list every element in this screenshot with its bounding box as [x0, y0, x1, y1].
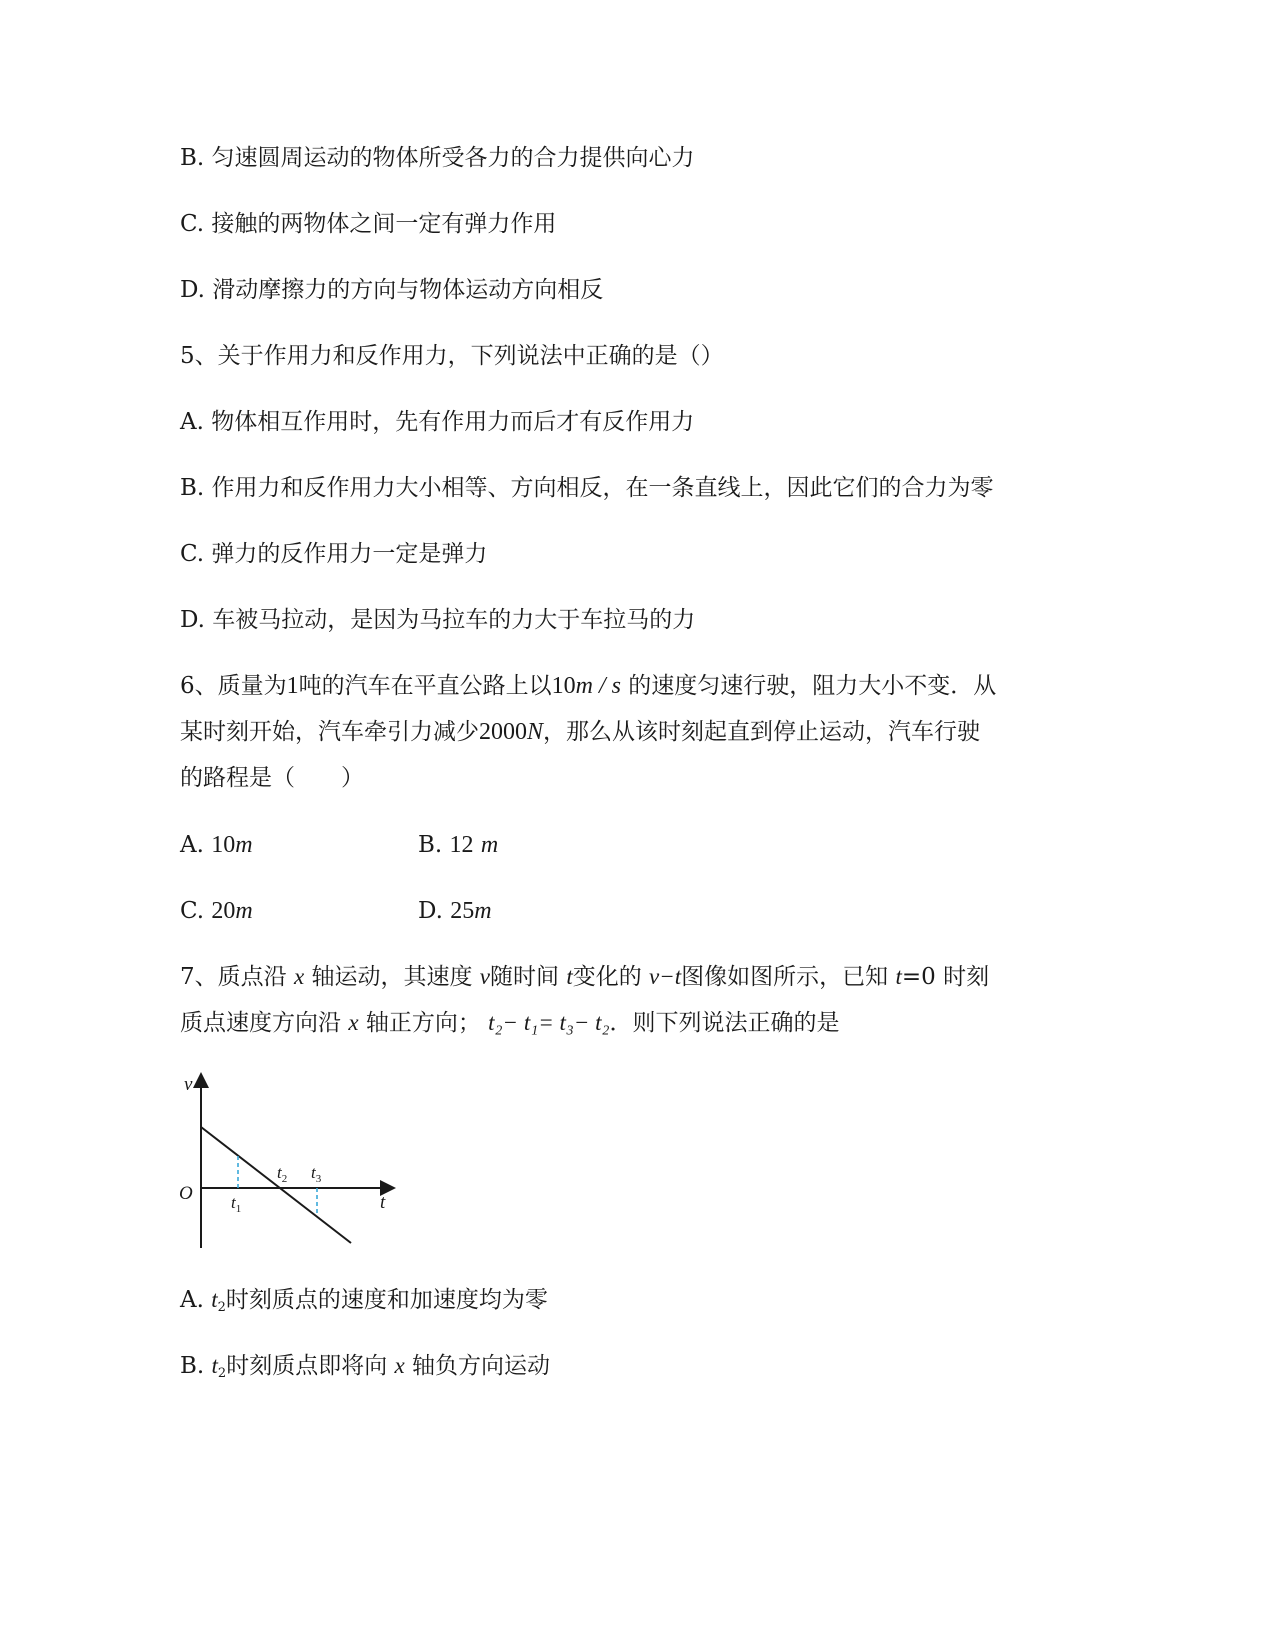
- subscript: 2: [217, 1300, 226, 1315]
- q5-option-a: A. 物体相互作用时，先有作用力而后才有反作用力: [180, 409, 695, 435]
- vt-graph: [170, 1068, 410, 1258]
- t1-label: $t_1$: [231, 1193, 242, 1215]
- option-letter: D.: [418, 898, 443, 924]
- option-unit: m: [474, 898, 492, 924]
- time-relation: t₂− t₁= t₃− t₂: [488, 1010, 610, 1035]
- q7-option-a: [180, 1285, 548, 1323]
- q6-option-b: [418, 830, 498, 860]
- option-letter: A.: [180, 1287, 204, 1313]
- var-t2: t: [211, 1353, 218, 1378]
- q7-text: =0 时刻: [901, 964, 990, 990]
- var-t2: t: [211, 1287, 218, 1312]
- origin-label: O: [179, 1183, 193, 1204]
- q5-option-b: B. 作用力和反作用力大小相等、方向相反，在一条直线上，因此它们的合力为零: [180, 475, 994, 501]
- option-unit: m: [480, 832, 499, 858]
- q6-option-c: [180, 896, 253, 926]
- q7-text: 质点速度方向沿: [180, 1010, 341, 1036]
- q6-stem-line1: [180, 671, 996, 701]
- var-x: x: [293, 964, 305, 989]
- q7-stem-line2: [180, 1008, 840, 1038]
- q7-text: 7、质点沿: [180, 964, 287, 990]
- q6-mass-value: 1: [286, 673, 299, 699]
- subscript: 2: [217, 1366, 227, 1381]
- q6-text: 吨的汽车在平直公路上以: [298, 673, 552, 699]
- q6-stem-line2: [180, 717, 980, 747]
- q7-text: 轴正方向；: [365, 1010, 481, 1036]
- q6-option-a: [180, 830, 253, 860]
- velocity-line: [201, 1127, 351, 1243]
- t3-label: $t_3$: [311, 1163, 322, 1185]
- option-value: 20: [211, 898, 236, 924]
- option-letter: C.: [180, 898, 205, 924]
- option-unit: m: [235, 832, 253, 858]
- option-unit: m: [235, 898, 253, 924]
- q5-stem: 5、关于作用力和反作用力，下列说法中正确的是（）: [180, 343, 724, 369]
- q6-force-value: 2000: [479, 719, 527, 745]
- q7-text: ．则下列说法正确的是: [609, 1010, 840, 1036]
- var-t0: t: [895, 964, 902, 989]
- q5-option-c: C. 弹力的反作用力一定是弹力: [180, 541, 488, 567]
- q6-speed-value: 10: [551, 673, 576, 699]
- q7-text: 图像如图所示，已知: [681, 964, 889, 990]
- q5-option-d: D. 车被马拉动，是因为马拉车的力大于车拉马的力: [180, 607, 696, 633]
- option-value: 25: [450, 898, 475, 924]
- option-letter: B.: [418, 832, 443, 858]
- q6-text: ，那么从该时刻起直到停止运动，汽车行驶: [543, 719, 981, 745]
- option-letter: A.: [180, 832, 204, 858]
- q6-force-unit: N: [527, 719, 544, 745]
- var-t: t: [566, 964, 573, 989]
- q7-text: 随时间: [490, 964, 560, 990]
- option-value: 10: [211, 832, 236, 858]
- option-text: 时刻质点即将向: [226, 1353, 388, 1379]
- q7-option-b: [180, 1351, 550, 1389]
- q7-text: 变化的: [572, 964, 642, 990]
- q6-speed-unit: m / s: [575, 673, 621, 699]
- var-vt: v−t: [649, 964, 682, 989]
- q6-option-d: [418, 896, 492, 926]
- option-text: 轴负方向运动: [412, 1353, 551, 1379]
- q7-text: 轴运动，其速度: [311, 964, 473, 990]
- q7-stem-line1: [180, 962, 989, 992]
- var-x: x: [394, 1353, 405, 1378]
- q6-text: 的速度匀速行驶，阻力大小不变．从: [628, 673, 997, 699]
- x-axis-label: t: [380, 1192, 386, 1213]
- q6-text: 某时刻开始，汽车牵引力减少: [180, 719, 479, 745]
- option-value: 12: [449, 832, 474, 858]
- q6-text: 6、质量为: [180, 673, 287, 699]
- q4-option-b: B. 匀速圆周运动的物体所受各力的合力提供向心力: [180, 145, 695, 171]
- q6-stem-line3: 的路程是（ ）: [180, 765, 364, 791]
- t2-label: $t_2$: [277, 1163, 288, 1185]
- y-axis-label: v: [184, 1074, 193, 1095]
- q4-option-d: D. 滑动摩擦力的方向与物体运动方向相反: [180, 277, 604, 303]
- option-letter: B.: [180, 1353, 205, 1379]
- var-v: v: [479, 964, 491, 989]
- option-text: 时刻质点的速度和加速度均为零: [225, 1287, 548, 1313]
- var-x: x: [348, 1010, 359, 1035]
- q4-option-c: C. 接触的两物体之间一定有弹力作用: [180, 211, 557, 237]
